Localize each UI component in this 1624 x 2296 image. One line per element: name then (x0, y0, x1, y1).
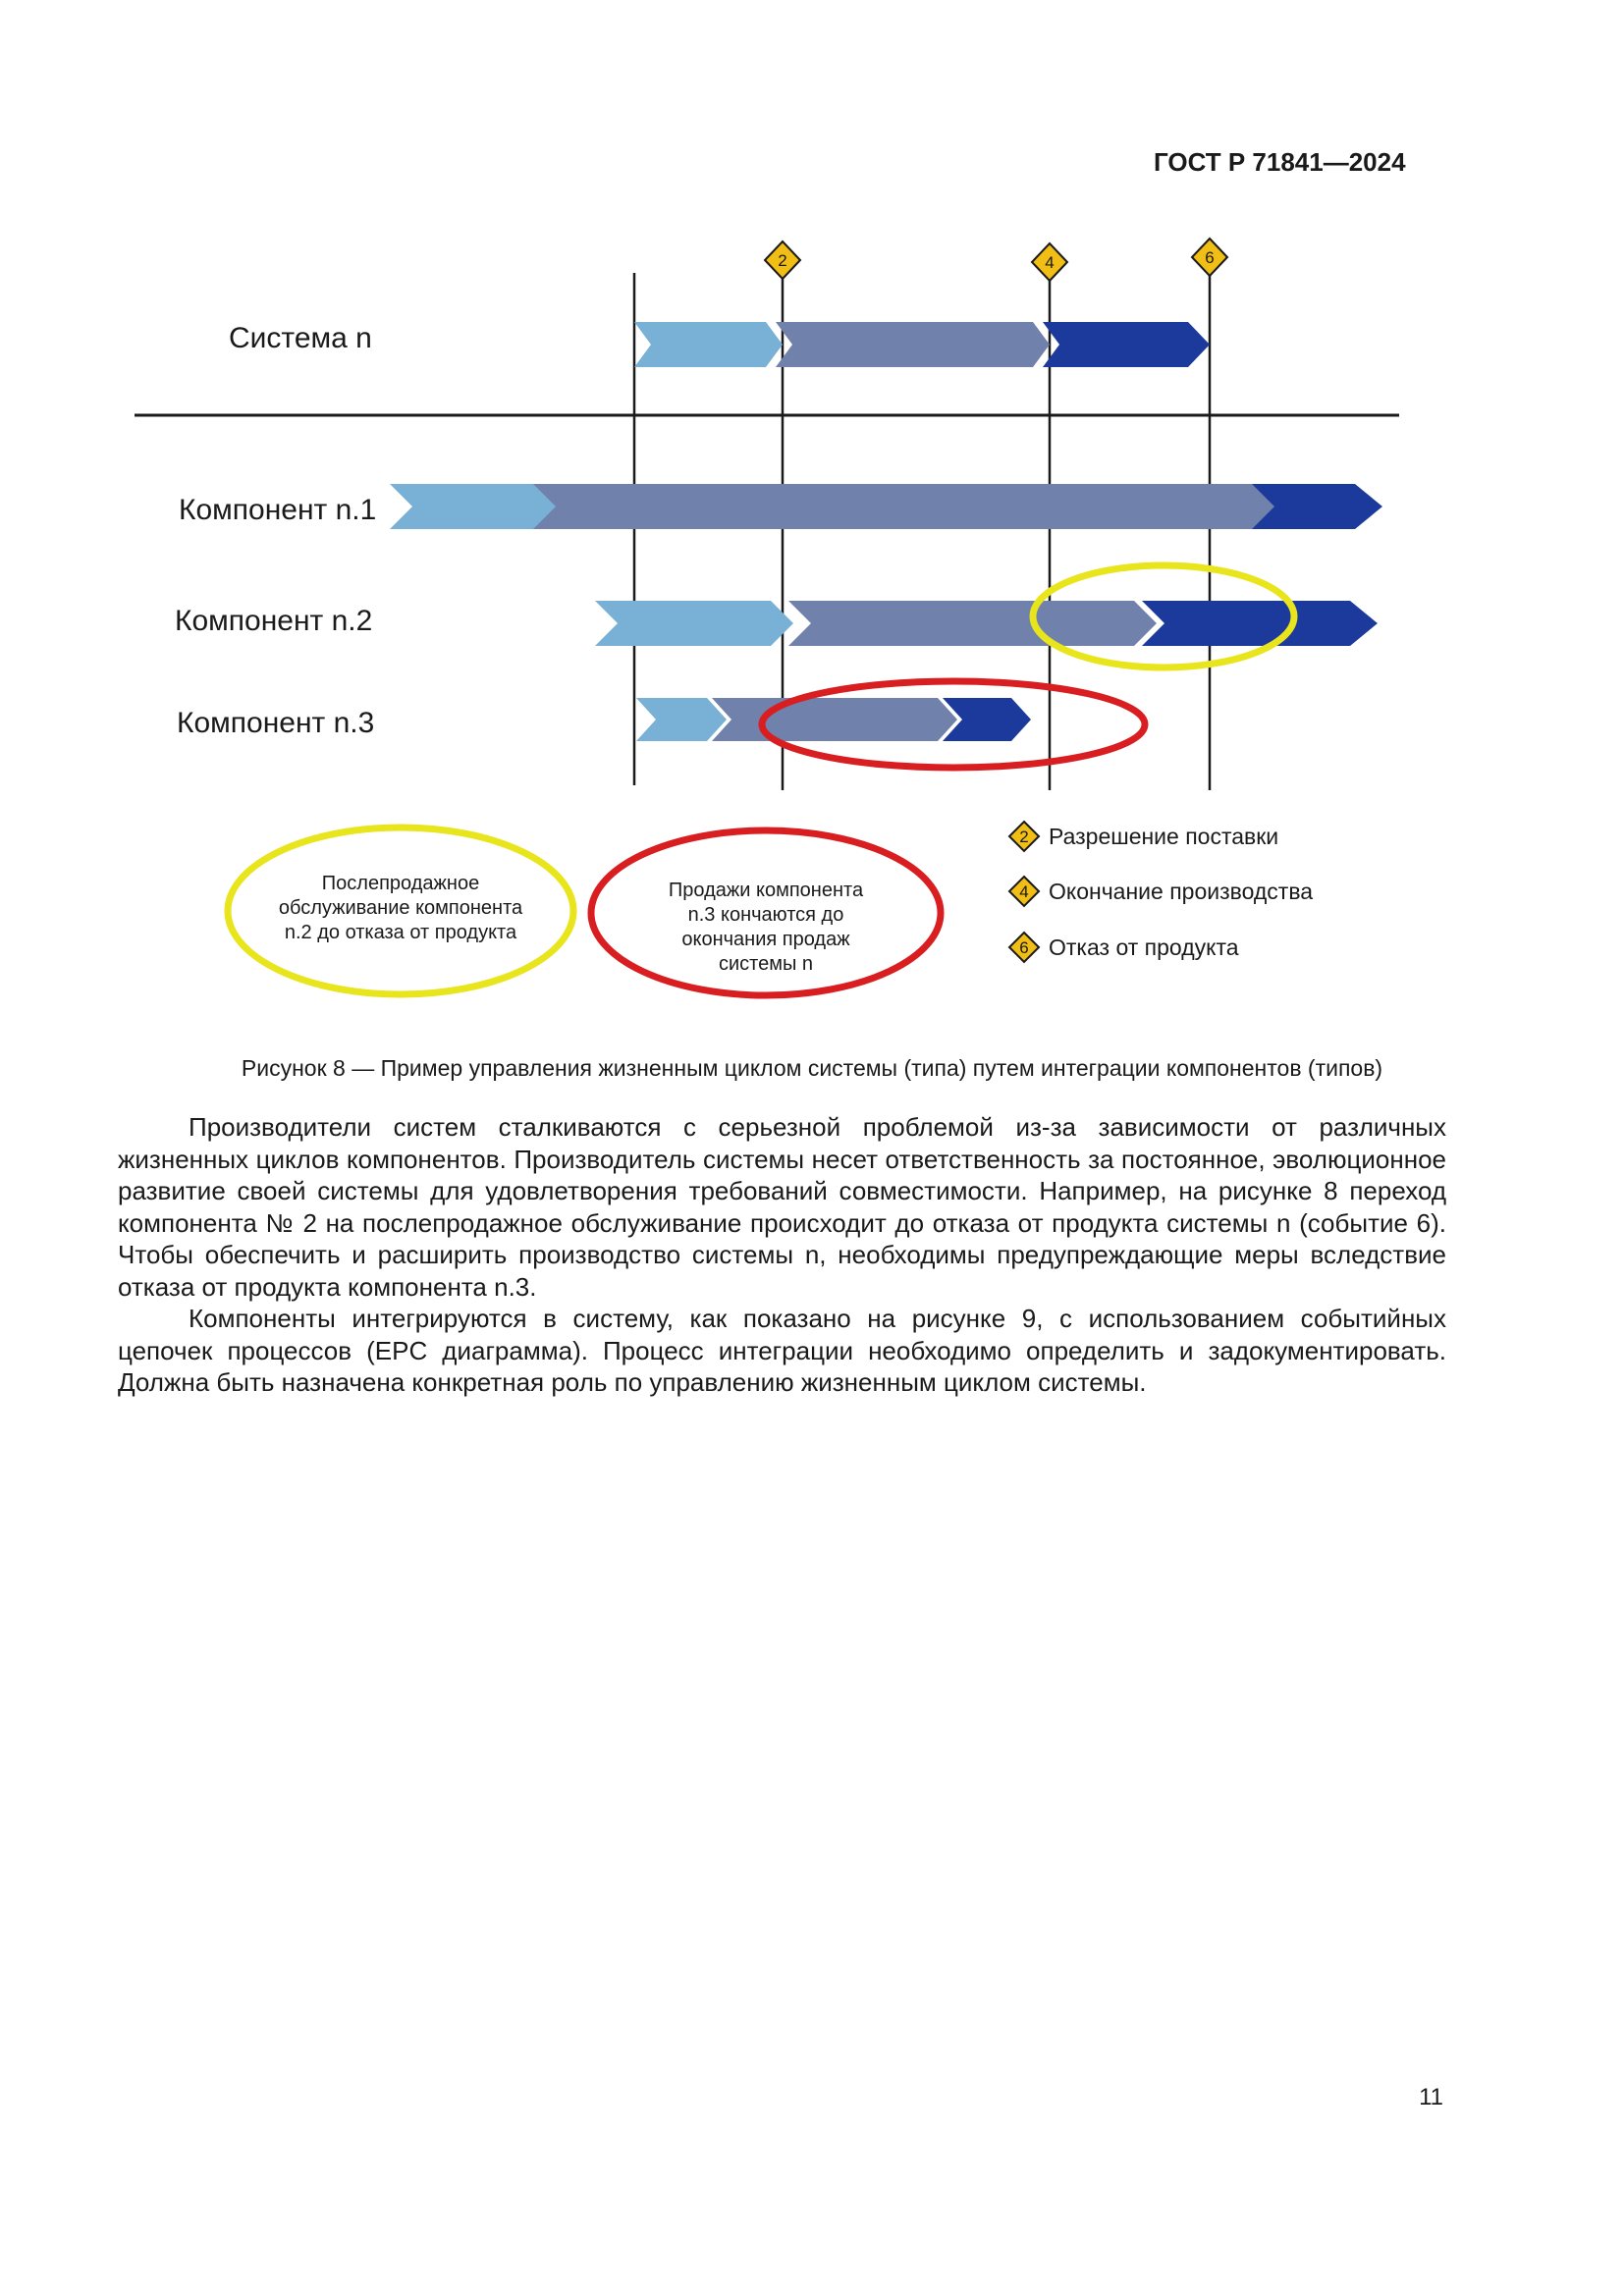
row-label-component-3: Компонент n.3 (177, 707, 375, 739)
legend-item-product-discontinuation (1009, 933, 1239, 962)
legend-number: 4 (1019, 882, 1029, 901)
legend-label: Окончание производства (1049, 879, 1314, 904)
event-2-marker (765, 241, 800, 279)
legend-item-delivery (1009, 822, 1278, 851)
legend-number: 2 (1019, 828, 1029, 846)
system-phase1-arrow (634, 322, 783, 367)
component-3-phase1-arrow (636, 698, 727, 741)
legend-label: Разрешение поставки (1049, 824, 1279, 849)
figure-caption: Рисунок 8 — Пример управления жизненным циклом системы (типа) путем интеграции компонентов (типов) (241, 1055, 1383, 1081)
legend-number: 6 (1019, 938, 1029, 957)
red-note-line-3: окончания продаж (681, 929, 850, 950)
yellow-note-line-1: Послепродажное (321, 873, 480, 894)
yellow-note-line-2: обслуживание компонента (278, 897, 523, 919)
row-label-system: Система n (229, 322, 372, 354)
paragraph: Производители систем сталкиваются с серьезной проблемой из-за зависимости от различных жизненных циклов компонентов. Производитель системы несет ответственность за постоянное, эволюционное развитие своей системы для удовлетворения требований совместимости. Например, на рисунке 8 переход компонента № 2 на послепродажное обслуживание происходит до отказа от продукта системы n (событие 6). Чтобы обеспечить и расширить производство системы n, необходимы предупреждающие меры вследствие отказа от продукта компонента n.3. (118, 1112, 1446, 1302)
yellow-note (228, 828, 573, 994)
system-bars (634, 322, 1210, 367)
component-3-bars (636, 698, 1031, 741)
component-2-phase1-arrow (595, 601, 793, 646)
event-4-number: 4 (1045, 253, 1055, 272)
component-2-phase3-arrow (1142, 601, 1378, 646)
component-1-phase1-arrow (390, 484, 558, 529)
page-number: 11 (1419, 2084, 1443, 2110)
legend-label: Отказ от продукта (1049, 934, 1239, 960)
component-2-phase2-arrow (788, 601, 1157, 646)
component-3-phase2-arrow (712, 698, 957, 741)
component-1-phase2-arrow (533, 484, 1279, 529)
event-2-number: 2 (778, 251, 787, 270)
component-2-bars (595, 601, 1378, 646)
body-text (118, 1111, 1446, 1399)
red-note-line-1: Продажи компонента (668, 880, 864, 901)
component-1-bars (390, 484, 1382, 529)
lifecycle-figure (0, 0, 1624, 1031)
event-4-marker (1032, 243, 1067, 281)
red-note-line-4: системы n (718, 953, 814, 975)
yellow-note-line-3: n.2 до отказа от продукта (284, 922, 517, 943)
event-6-marker (1192, 239, 1227, 276)
red-note-line-2: n.3 кончаются до (687, 904, 844, 926)
legend-item-production-end (1009, 877, 1313, 906)
event-6-number: 6 (1205, 248, 1215, 267)
legend (1009, 822, 1313, 962)
system-phase3-arrow (1043, 322, 1210, 367)
row-label-component-1: Компонент n.1 (179, 494, 377, 526)
row-label-component-2: Компонент n.2 (175, 605, 373, 637)
paragraph: Компоненты интегрируются в систему, как показано на рисунке 9, с использованием событийных цепочек процессов (EPC диаграмма). Процесс интеграции необходимо определить и задокументировать. Должна быть назначена конкретная роль по управлению жизненным циклом системы. (118, 1304, 1446, 1397)
red-note (591, 830, 941, 995)
system-phase2-arrow (776, 322, 1050, 367)
document-header: ГОСТ Р 71841—2024 (1154, 147, 1406, 177)
